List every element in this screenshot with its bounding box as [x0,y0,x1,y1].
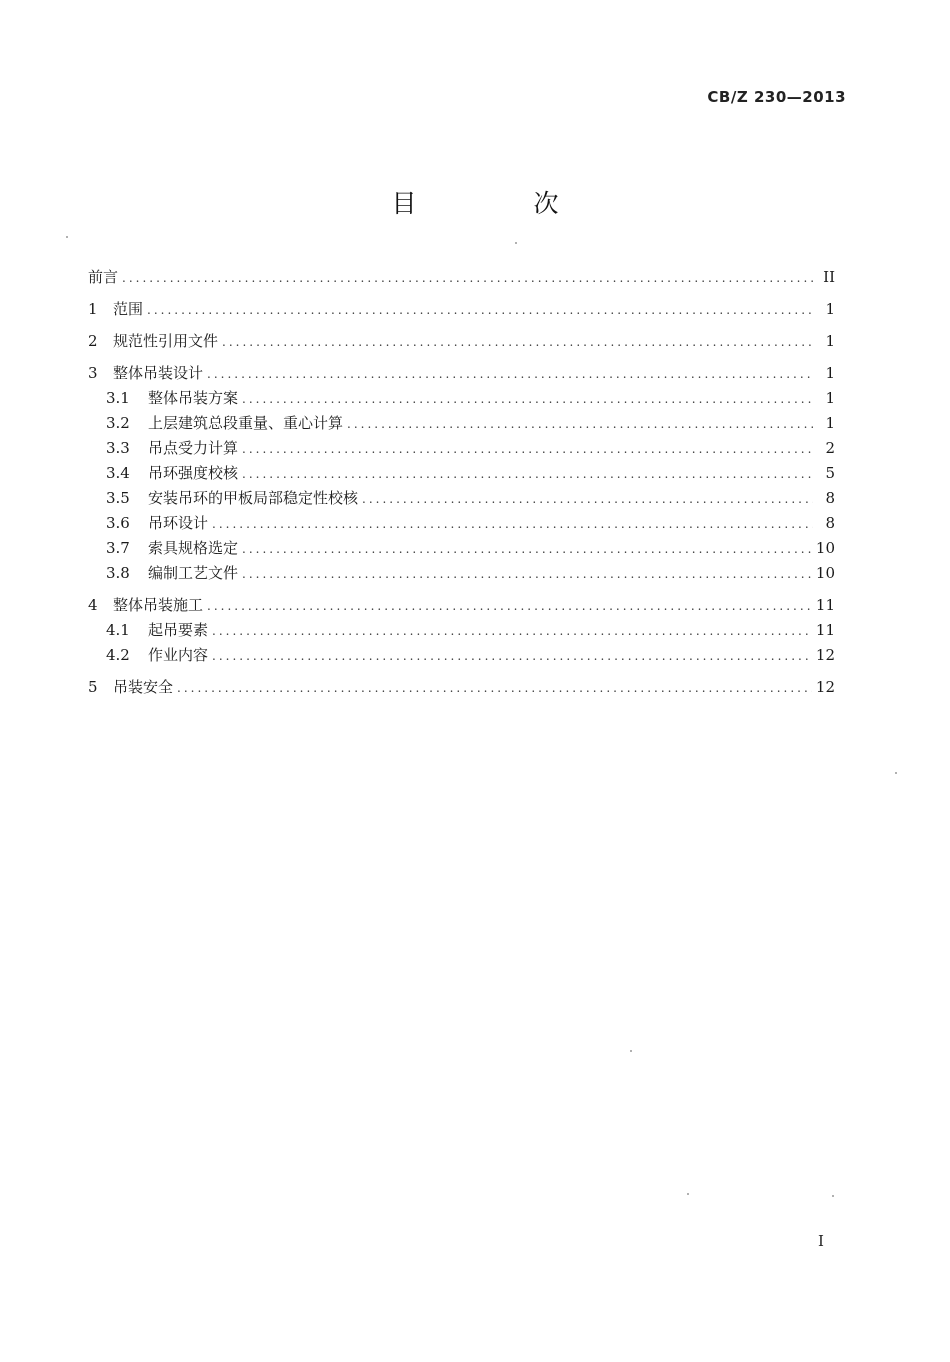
toc-entry-page: 8 [825,514,835,532]
toc-entry-number: 1 [88,300,98,318]
toc-entry [88,511,835,536]
toc-entry-number: 4.2 [106,646,130,664]
toc-leader-dots [212,644,812,669]
toc-entry-page: 10 [815,564,835,582]
toc-entry-number: 3.6 [106,514,130,532]
toc-leader-dots [362,487,813,512]
toc-entry-label: 吊点受力计算 [148,439,239,457]
toc-leader-dots [122,266,813,291]
toc-entry-page: 11 [815,621,835,639]
toc-entry [88,461,835,486]
toc-entry-label: 吊环设计 [148,514,209,532]
scan-speck [515,242,517,244]
toc-entry [88,361,835,386]
standard-code: CB/Z 230—2013 [707,88,846,106]
toc-entry [88,386,835,411]
toc-entry-label: 作业内容 [148,646,209,664]
toc-entry-label: 整体吊装施工 [113,596,204,614]
toc-entry-label: 吊环强度校核 [148,464,239,482]
toc-entry-page: 1 [825,364,835,382]
toc-entry-page: 8 [825,489,835,507]
scan-speck [687,1193,689,1195]
toc-entry-page: 10 [815,539,835,557]
toc-entry-number: 2 [88,332,98,350]
table-of-contents [88,265,835,700]
toc-entry [88,436,835,461]
toc-entry [88,329,835,354]
toc-entry-number: 3.1 [106,389,130,407]
toc-leader-dots [242,537,812,562]
toc-entry [88,486,835,511]
scan-speck [832,1195,834,1197]
toc-entry-number: 3.2 [106,414,130,432]
toc-leader-dots [347,412,813,437]
toc-leader-dots [207,362,813,387]
toc-entry-label: 编制工艺文件 [148,564,239,582]
toc-entry-label: 安装吊环的甲板局部稳定性校核 [148,489,359,507]
toc-entry [88,297,835,322]
toc-entry-number: 5 [88,678,98,696]
toc-leader-dots [212,619,812,644]
scan-speck [630,1050,632,1052]
toc-entry-page: 5 [825,464,835,482]
toc-entry [88,265,835,290]
toc-entry-page: 1 [825,332,835,350]
toc-entry-page: 11 [815,596,835,614]
toc-entry-page: 12 [815,646,835,664]
toc-entry [88,675,835,700]
toc-leader-dots [242,437,813,462]
toc-entry [88,411,835,436]
page-number: I [818,1232,824,1250]
toc-entry [88,561,835,586]
scan-speck [66,236,68,238]
toc-leader-dots [242,462,813,487]
toc-entry-label: 吊装安全 [113,678,174,696]
toc-leader-dots [222,330,813,355]
toc-entry-number: 3.4 [106,464,130,482]
toc-entry-number: 4 [88,596,98,614]
toc-leader-dots [212,512,813,537]
toc-leader-dots [242,562,812,587]
toc-leader-dots [147,298,813,323]
toc-entry-page: 1 [825,414,835,432]
toc-entry-page: 1 [825,389,835,407]
page-title: 目 次 [391,189,605,218]
toc-entry-label: 整体吊装设计 [113,364,204,382]
scan-speck [895,772,897,774]
toc-entry [88,536,835,561]
toc-entry-number: 3.5 [106,489,130,507]
toc-entry [88,643,835,668]
toc-entry-label: 起吊要素 [148,621,209,639]
toc-entry-page: 12 [815,678,835,696]
toc-entry-label: 范围 [113,300,144,318]
toc-leader-dots [177,676,812,701]
toc-entry-number: 3.7 [106,539,130,557]
toc-entry-number: 3.8 [106,564,130,582]
toc-entry-page: 2 [825,439,835,457]
toc-leader-dots [242,387,813,412]
toc-entry-number: 3.3 [106,439,130,457]
toc-entry [88,618,835,643]
toc-entry-label: 上层建筑总段重量、重心计算 [148,414,344,432]
toc-entry-label: 前言 [88,268,119,286]
toc-entry-number: 3 [88,364,98,382]
toc-entry [88,593,835,618]
toc-entry-page: 1 [825,300,835,318]
toc-entry-label: 规范性引用文件 [113,332,219,350]
toc-entry-label: 索具规格选定 [148,539,239,557]
toc-leader-dots [207,594,812,619]
toc-entry-label: 整体吊装方案 [148,389,239,407]
toc-entry-number: 4.1 [106,621,130,639]
toc-entry-page: II [823,268,835,286]
